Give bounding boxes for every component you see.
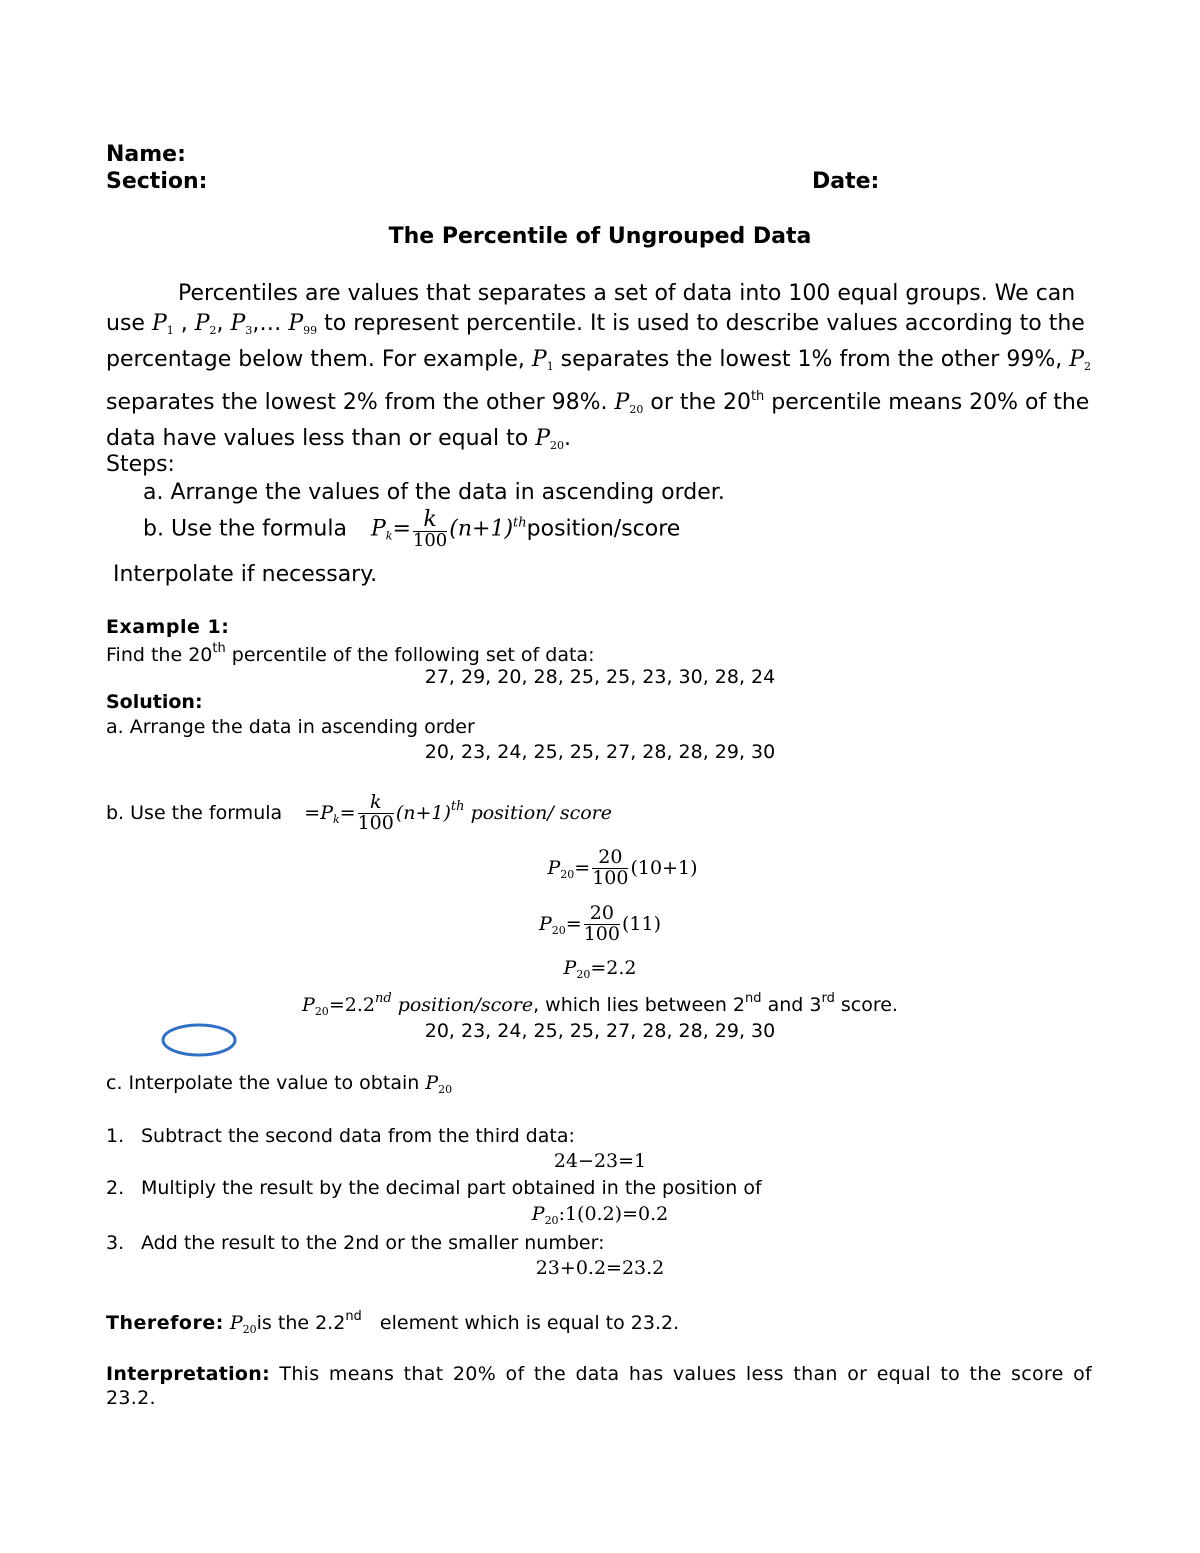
formula-fraction: $\frac{k}{100}$ bbox=[412, 507, 448, 552]
list-item: 3. Add the result to the 2nd or the smaller number: bbox=[106, 1232, 605, 1254]
data-raw: 27, 29, 20, 28, 25, 25, 23, 30, 28, 24 bbox=[424, 666, 776, 688]
interpretation-paragraph: Interpretation: This means that 20% of the data has values less than or equal to the score of 23.2. bbox=[106, 1363, 1092, 1409]
step-b-prefix: b. Use the formula bbox=[143, 516, 347, 542]
arrange-step: a. Arrange the data in ascending order bbox=[106, 716, 475, 738]
therefore-line: Therefore: $P_{20}is$ the 2.2nd element which is equal to 23.2. bbox=[106, 1309, 680, 1336]
step-a: a. Arrange the values of the data in ascending order. bbox=[143, 480, 725, 505]
intro-paragraph: Percentiles are values that separates a set of data into 100 equal groups. We can use $P_1$ , $P_2$, $P_3,\dots$ $P_{99}$ to represent percentile. It is used to describe values according to the percentage below them. For example, $P_1$ separates the lowest 1% from the other 99%, $P_2$ separates the lowest 2% from the other 98%. $P_{20}$ or the 20th percentile means 20% of the data have values less than or equal to $P_{20}$. bbox=[106, 281, 1092, 452]
interpolate-note: Interpolate if necessary. bbox=[113, 562, 378, 587]
formula-line: b. Use the formula $=P_k=$ $\frac{k}{100}$ $(n+1)^{th}$ position/ score bbox=[106, 791, 612, 834]
calc-step-1: $P_{20}=$ $\frac{20}{100}$ (10+1) bbox=[547, 846, 698, 889]
interpolate-label: c. Interpolate the value to obtain $P_{20}$ bbox=[106, 1072, 453, 1096]
calc-step-3: $P_{20}=2.2$ bbox=[563, 957, 637, 981]
example-question: Find the 20th percentile of the following set of data: bbox=[106, 641, 595, 666]
data-sorted: 20, 23, 24, 25, 25, 27, 28, 28, 29, 30 bbox=[424, 741, 776, 763]
list-item: 1. Subtract the second data from the third data: bbox=[106, 1125, 575, 1147]
solution-label: Solution: bbox=[106, 691, 203, 713]
list-equation-1: 24−23=1 bbox=[553, 1150, 647, 1172]
date-label: Date: bbox=[812, 169, 880, 194]
intro-text: Percentiles are values that separates a set of data into 100 equal groups. We can use bbox=[106, 281, 1076, 336]
list-equation-2: $P_{20}:1(0.2)=0.2$ bbox=[531, 1203, 669, 1227]
list-equation-3: 23+0.2=23.2 bbox=[535, 1257, 665, 1279]
position-line: $P_{20}=2.2nd$ position/score, which lies between 2nd and 3rd score. bbox=[302, 991, 898, 1018]
page-title: The Percentile of Ungrouped Data bbox=[388, 224, 812, 249]
data-sorted-2: 20, 23, 24, 25, 25, 27, 28, 28, 29, 30 bbox=[424, 1020, 776, 1042]
calc-step-2: $P_{20}=$ $\frac{20}{100}$ (11) bbox=[539, 902, 661, 945]
step-b: b. Use the formula $P_k=$ $\frac{k}{100}$ $(n+1)^{th}position$/score bbox=[143, 507, 681, 552]
name-label: Name: bbox=[106, 142, 186, 167]
example-label: Example 1: bbox=[106, 616, 230, 638]
steps-label: Steps: bbox=[106, 452, 175, 477]
section-label: Section: bbox=[106, 169, 208, 194]
step-b-suffix: position/score bbox=[526, 516, 681, 542]
list-item: 2. Multiply the result by the decimal part obtained in the position of bbox=[106, 1177, 762, 1199]
